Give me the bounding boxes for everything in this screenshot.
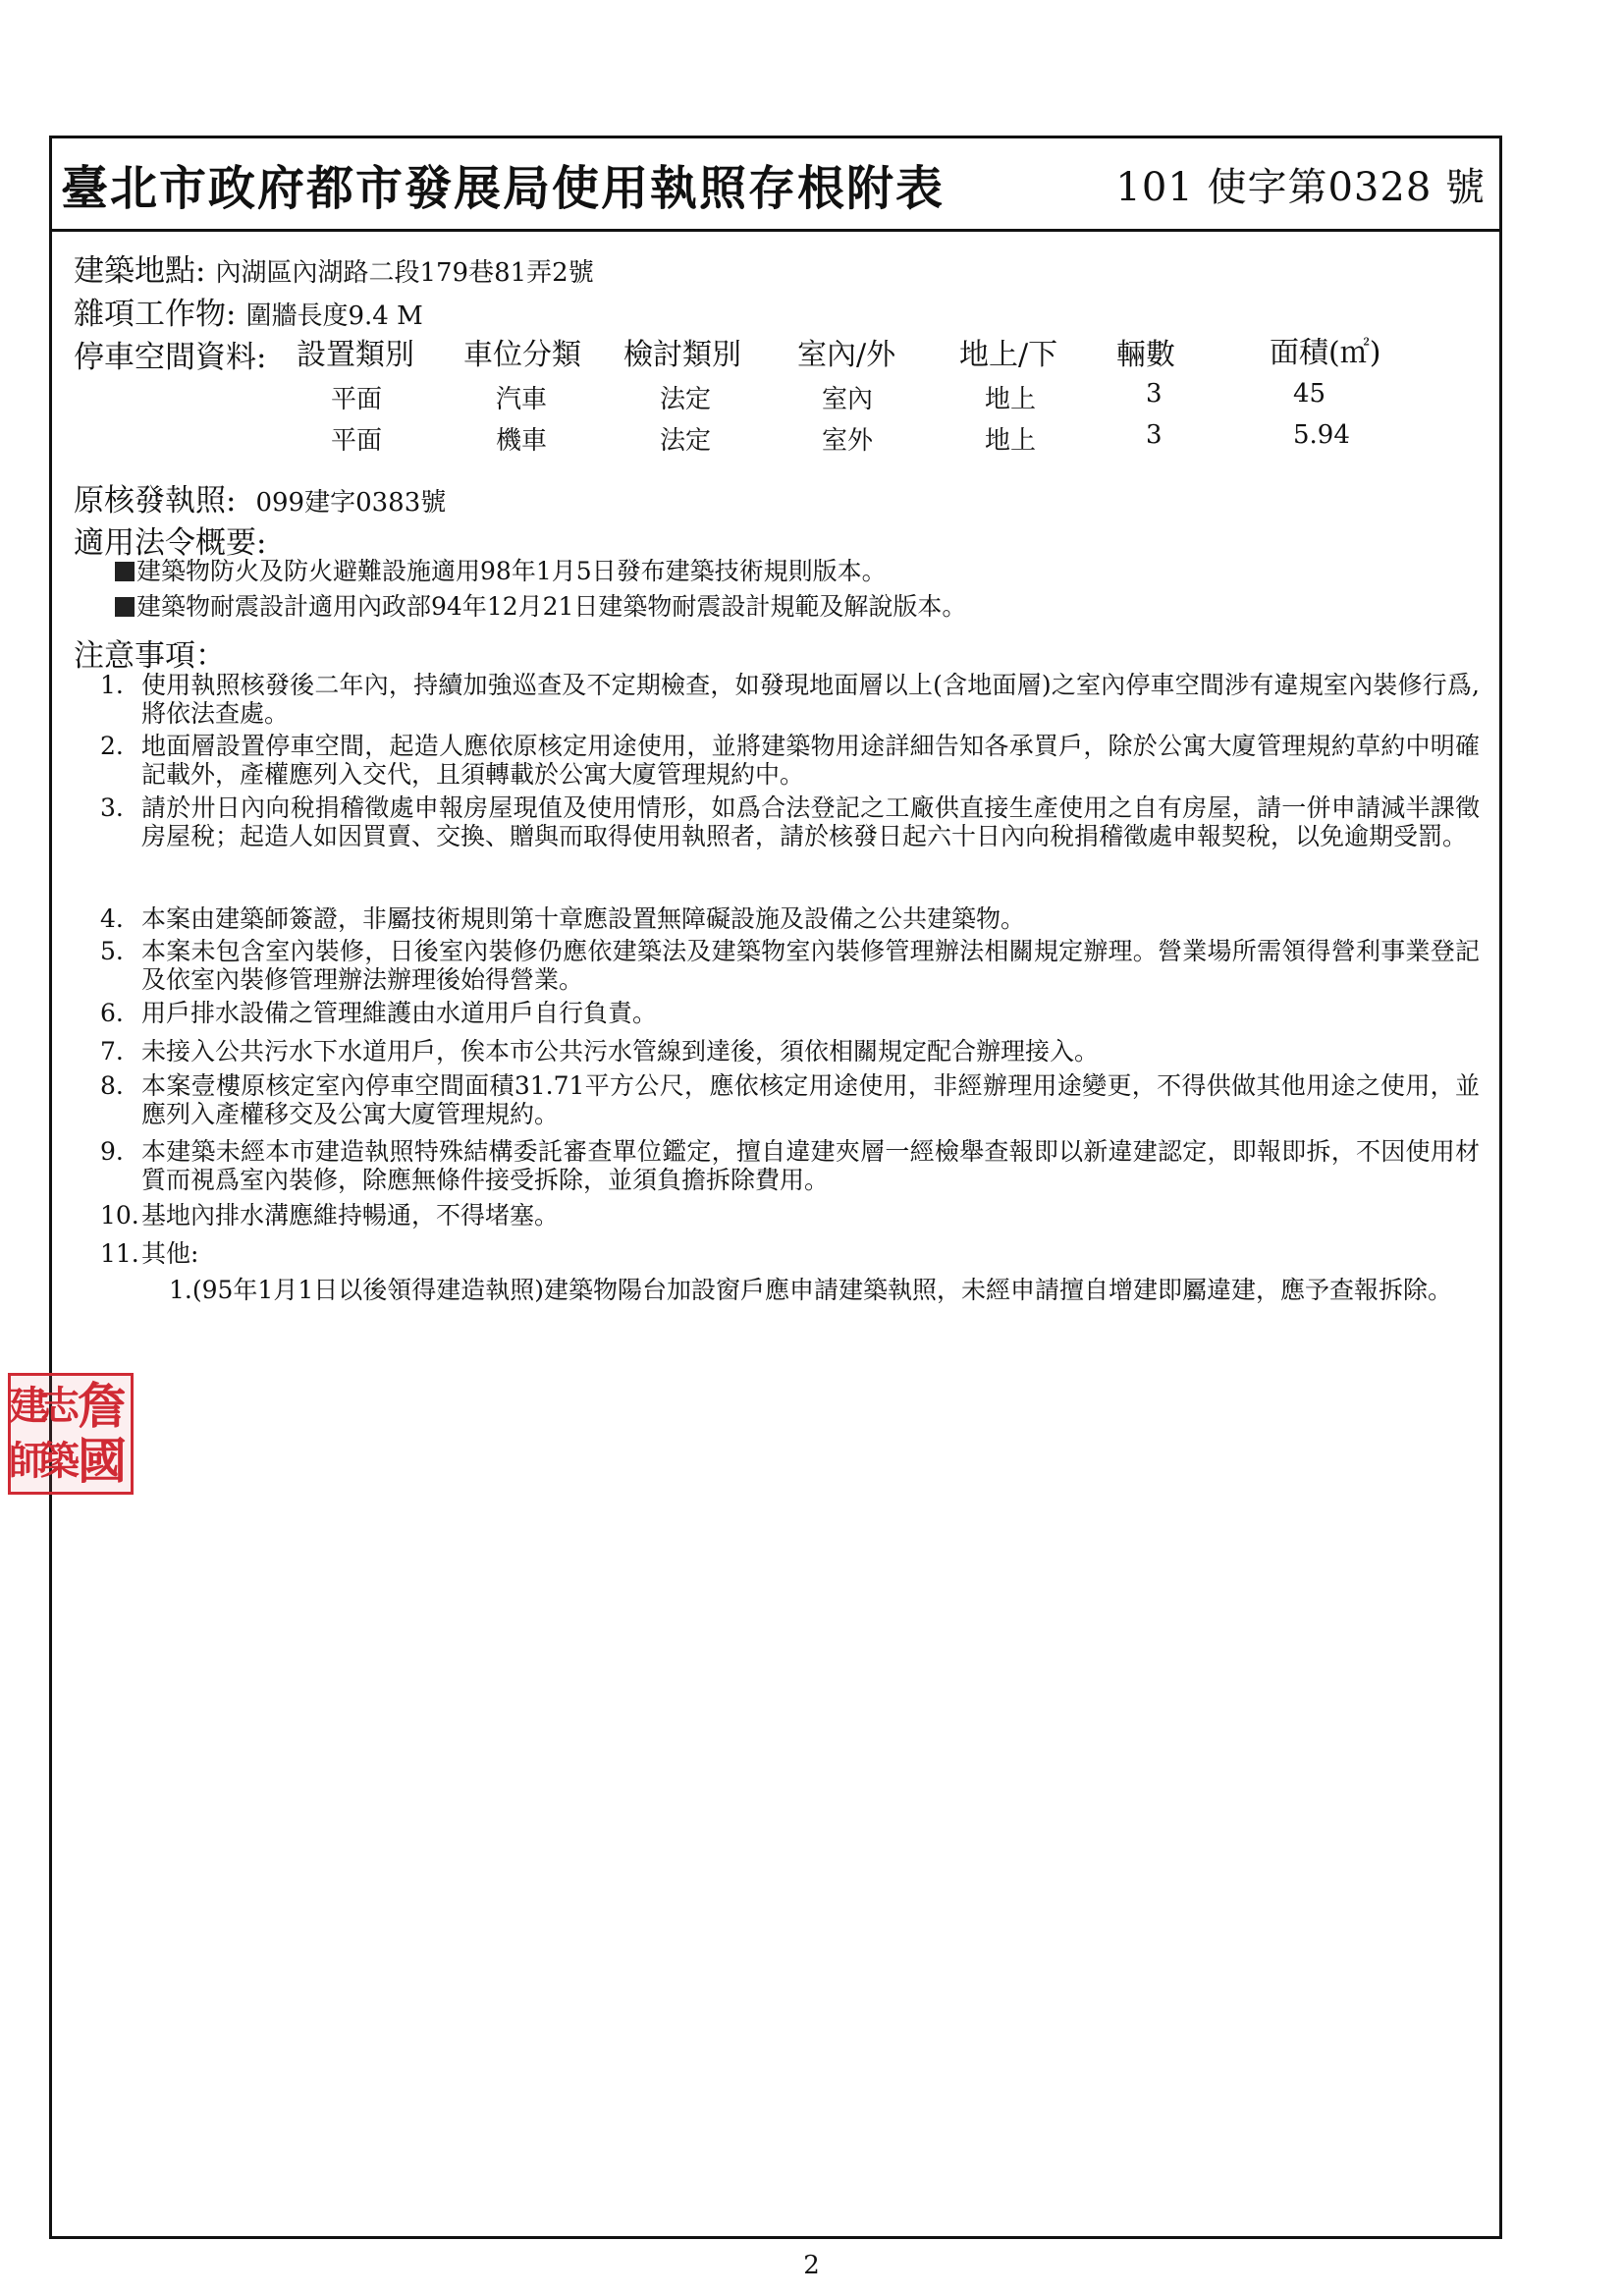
parking-cell: 地上 (985, 385, 1037, 414)
permit-number: 101 使字第0328 號 (1115, 165, 1486, 210)
page-number: 2 (803, 2251, 820, 2280)
note-item: 10. 基地內排水溝應維持暢通，不得堵塞。 (100, 1201, 560, 1230)
note-item: 6. 用戶排水設備之管理維護由水道用戶自行負責。 (100, 999, 658, 1027)
notes-label: 注意事項： (74, 638, 226, 674)
parking-cell: 3 (1146, 379, 1163, 409)
note-item: 9. 本建築未經本市建造執照特殊結構委託審查單位鑑定，擅自違建夾層一經檢舉查報即以新違建認定，即報即拆，不因使用材質而視爲室內裝修，除應無條件接受拆除，並須負擔拆除費用。 (100, 1137, 1480, 1194)
misc-work-value: 圍牆長度9.4 M (245, 301, 423, 331)
parking-cell: 45 (1293, 379, 1326, 409)
note-item: 1. 使用執照核發後二年內，持續加強巡查及不定期檢查，如發現地面層以上(含地面層)之室內停車空間涉有違規室內裝修行爲,將依法查處。 (100, 671, 1480, 728)
parking-label: 停車空間資料: (74, 340, 267, 375)
parking-header-area: 面積(㎡) (1270, 336, 1381, 370)
parking-cell: 機車 (496, 426, 548, 456)
site-row (74, 246, 594, 290)
original-permit-label: 原核發執照: (74, 483, 237, 519)
checkbox-filled-icon (115, 597, 135, 617)
law-item: 建築物防火及防火避難設施適用98年1月5日發布建築技術規則版本。 (115, 552, 887, 587)
parking-cell: 平面 (331, 385, 383, 414)
law-item: 建築物耐震設計適用內政部94年12月21日建築物耐震設計規範及解說版本。 (115, 587, 966, 623)
parking-header-in-out: 室內/外 (797, 338, 896, 372)
original-permit-value: 099建字0383號 (255, 488, 447, 518)
architect-seal: 詹 國 志 築 建 師 (8, 1373, 134, 1495)
note-item: 7. 未接入公共污水下水道用戶，俟本市公共污水管線到達後，須依相關規定配合辦理接入。 (100, 1037, 1100, 1066)
misc-work-row (74, 289, 423, 333)
note-item: 2. 地面層設置停車空間，起造人應依原核定用途使用，並將建築物用途詳細告知各承買戶，除於公寓大廈管理規約草約中明確記載外，產權應列入交代，且須轉載於公寓大廈管理規約中。 (100, 732, 1480, 789)
site-label: 建築地點: (74, 253, 206, 289)
parking-cell: 5.94 (1293, 420, 1350, 450)
parking-cell: 地上 (985, 426, 1037, 456)
laws-label: 適用法令概要: (74, 525, 267, 561)
parking-cell: 平面 (331, 426, 383, 456)
note-item: 4. 本案由建築師簽證，非屬技術規則第十章應設置無障礙設施及設備之公共建築物。 (100, 904, 1026, 933)
parking-cell: 汽車 (496, 385, 548, 414)
parking-cell: 3 (1146, 420, 1163, 450)
note-other: 1.(95年1月1日以後領得建造執照)建築物陽台加設窗戶應申請建築執照，未經申請擅自增建即屬違建，應予查報拆除。 (169, 1276, 1452, 1304)
parking-cell: 法定 (660, 385, 712, 414)
misc-work-label: 雜項工作物: (74, 297, 237, 332)
site-value: 內湖區內湖路二段179巷81弄2號 (215, 258, 594, 288)
parking-header-count: 輛數 (1116, 338, 1175, 372)
parking-header-class: 車位分類 (463, 338, 581, 372)
note-item: 5. 本案未包含室內裝修，日後室內裝修仍應依建築法及建築物室內裝修管理辦法相關規定辦理。營業場所需領得營利事業登記及依室內裝修管理辦法辦理後始得營業。 (100, 937, 1480, 994)
parking-cell: 法定 (660, 426, 712, 456)
header (52, 138, 1499, 232)
notes-row (74, 630, 226, 675)
checkbox-filled-icon (115, 562, 135, 581)
note-item: 8. 本案壹樓原核定室內停車空間面積31.71平方公尺，應依核定用途使用，非經辦理用途變更，不得供做其他用途之使用，並應列入產權移交及公寓大廈管理規約。 (100, 1071, 1480, 1128)
page-title: 臺北市政府都市發展局使用執照存根附表 (61, 161, 946, 216)
parking-header-review: 檢討類別 (623, 338, 741, 372)
note-item: 3. 請於卅日內向稅捐稽徵處申報房屋現值及使用情形，如爲合法登記之工廠供直接生產使用之自有房屋，請一併申請減半課徵房屋稅；起造人如因買賣、交換、贈與而取得使用執照者，請於核發日起六十日內向稅捐稽徵處申報契稅，以免逾期受罰。 (100, 793, 1480, 850)
parking-header-level: 地上/下 (959, 338, 1058, 372)
note-item: 11. 其他: (100, 1239, 199, 1268)
parking-cell: 室外 (822, 426, 874, 456)
parking-header-type: 設置類別 (297, 338, 414, 372)
parking-label-row (74, 332, 266, 376)
parking-cell: 室內 (822, 385, 874, 414)
original-permit-row (74, 475, 446, 519)
